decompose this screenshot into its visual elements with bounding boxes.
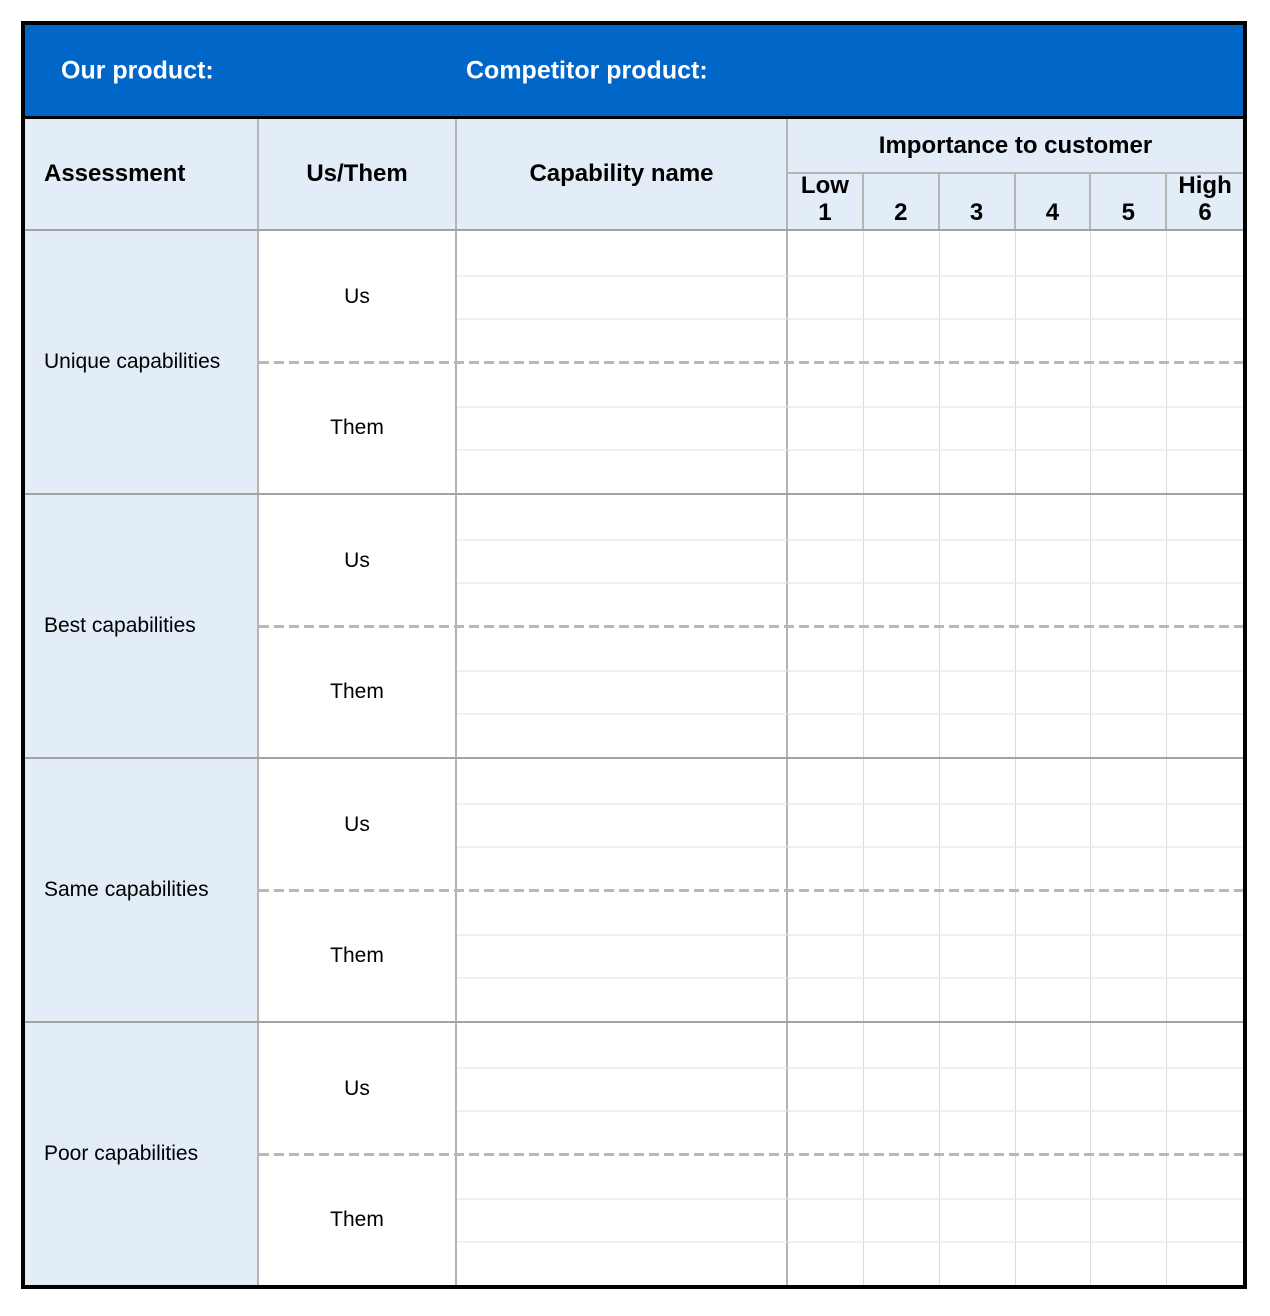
importance-rating-cell[interactable] bbox=[788, 1154, 864, 1198]
scale-word: Low bbox=[800, 172, 849, 199]
capability-name-cell[interactable] bbox=[457, 713, 788, 757]
importance-rating-cell[interactable] bbox=[1091, 1023, 1167, 1067]
importance-rating-cell[interactable] bbox=[1091, 449, 1167, 493]
importance-rating-cell[interactable] bbox=[940, 495, 1016, 539]
importance-rating-cell[interactable] bbox=[940, 1241, 1016, 1285]
importance-rating-cell[interactable] bbox=[940, 1198, 1016, 1242]
importance-rating-cell[interactable] bbox=[940, 890, 1016, 934]
importance-rating-cell[interactable] bbox=[940, 1023, 1016, 1067]
importance-rating-cell[interactable] bbox=[864, 275, 940, 319]
importance-rating-cell[interactable] bbox=[788, 977, 864, 1021]
importance-rating-cell[interactable] bbox=[940, 759, 1016, 803]
capability-name-cell[interactable] bbox=[457, 890, 788, 934]
importance-rating-cell[interactable] bbox=[1167, 495, 1243, 539]
importance-rating-cell[interactable] bbox=[864, 670, 940, 714]
importance-rating-cell[interactable] bbox=[940, 231, 1016, 275]
them-group-label: Them bbox=[259, 1154, 457, 1285]
capability-name-cell[interactable] bbox=[457, 1110, 788, 1154]
importance-rating-cell[interactable] bbox=[864, 626, 940, 670]
scale-number: 6 bbox=[1198, 199, 1212, 226]
scale-header-6 bbox=[1167, 174, 1243, 229]
importance-rating-cell[interactable] bbox=[864, 1023, 940, 1067]
capability-name-cell[interactable] bbox=[457, 759, 788, 803]
competitive-analysis-table bbox=[21, 21, 1247, 1289]
importance-rating-cell[interactable] bbox=[1167, 231, 1243, 275]
importance-rating-cell[interactable] bbox=[940, 539, 1016, 583]
importance-rating-cell[interactable] bbox=[1091, 318, 1167, 362]
them-group-label: Them bbox=[259, 626, 457, 757]
section-best-capabilities bbox=[25, 493, 1243, 757]
scale-number: 4 bbox=[1045, 199, 1060, 226]
scale-word: High bbox=[1178, 172, 1232, 199]
importance-rating-cell[interactable] bbox=[1016, 713, 1092, 757]
capability-name-cell[interactable] bbox=[457, 977, 788, 1021]
importance-rating-cell[interactable] bbox=[864, 890, 940, 934]
importance-rating-cell[interactable] bbox=[1091, 890, 1167, 934]
importance-rating-cell[interactable] bbox=[1016, 362, 1092, 406]
importance-rating-cell[interactable] bbox=[1091, 1241, 1167, 1285]
importance-rating-cell[interactable] bbox=[1016, 1198, 1092, 1242]
importance-rating-cell[interactable] bbox=[788, 626, 864, 670]
importance-rating-cell[interactable] bbox=[1167, 713, 1243, 757]
importance-rating-cell[interactable] bbox=[1091, 539, 1167, 583]
importance-rating-cell[interactable] bbox=[1016, 1241, 1092, 1285]
importance-rating-cell[interactable] bbox=[1016, 275, 1092, 319]
scale-header-5 bbox=[1091, 174, 1167, 229]
importance-rating-cell[interactable] bbox=[788, 275, 864, 319]
importance-rating-cell[interactable] bbox=[1167, 362, 1243, 406]
importance-rating-cell[interactable] bbox=[864, 803, 940, 847]
importance-rating-cell[interactable] bbox=[1091, 977, 1167, 1021]
section-poor-capabilities bbox=[25, 1021, 1243, 1285]
importance-rating-cell[interactable] bbox=[940, 934, 1016, 978]
importance-rating-cell[interactable] bbox=[864, 846, 940, 890]
importance-rating-cell[interactable] bbox=[940, 1110, 1016, 1154]
importance-rating-cell[interactable] bbox=[1016, 1067, 1092, 1111]
importance-rating-cell[interactable] bbox=[1016, 1023, 1092, 1067]
assessment-label: Same capabilities bbox=[25, 759, 259, 1021]
importance-rating-cell[interactable] bbox=[788, 759, 864, 803]
us-group-label: Us bbox=[259, 495, 457, 626]
capability-name-cell[interactable] bbox=[457, 1154, 788, 1198]
importance-rating-cell[interactable] bbox=[1016, 406, 1092, 450]
importance-rating-cell[interactable] bbox=[788, 362, 864, 406]
importance-rating-cell[interactable] bbox=[1167, 759, 1243, 803]
importance-rating-cell[interactable] bbox=[788, 1110, 864, 1154]
capability-name-cell[interactable] bbox=[457, 231, 788, 275]
us-group-label: Us bbox=[259, 231, 457, 362]
scale-header-1 bbox=[788, 174, 864, 229]
scale-number: 5 bbox=[1121, 199, 1135, 226]
section-same-capabilities bbox=[25, 757, 1243, 1021]
importance-rating-cell[interactable] bbox=[1091, 1110, 1167, 1154]
importance-rating-cell[interactable] bbox=[1167, 1023, 1243, 1067]
importance-rating-cell[interactable] bbox=[788, 713, 864, 757]
capability-name-cell[interactable] bbox=[457, 318, 788, 362]
importance-rating-cell[interactable] bbox=[1091, 495, 1167, 539]
importance-rating-cell[interactable] bbox=[788, 539, 864, 583]
importance-rating-cell[interactable] bbox=[1016, 934, 1092, 978]
importance-rating-cell[interactable] bbox=[864, 759, 940, 803]
them-group-label: Them bbox=[259, 362, 457, 493]
scale-number: 2 bbox=[894, 199, 908, 226]
importance-rating-cell[interactable] bbox=[1167, 890, 1243, 934]
importance-rating-cell[interactable] bbox=[1016, 582, 1092, 626]
importance-rating-cell[interactable] bbox=[788, 582, 864, 626]
importance-rating-cell[interactable] bbox=[1016, 803, 1092, 847]
capability-name-cell[interactable] bbox=[457, 670, 788, 714]
importance-rating-cell[interactable] bbox=[1016, 977, 1092, 1021]
importance-rating-cell[interactable] bbox=[1091, 803, 1167, 847]
importance-rating-cell[interactable] bbox=[1091, 713, 1167, 757]
importance-rating-cell[interactable] bbox=[1016, 759, 1092, 803]
importance-rating-cell[interactable] bbox=[788, 803, 864, 847]
capability-name-cell[interactable] bbox=[457, 495, 788, 539]
product-title-bar bbox=[25, 25, 1243, 119]
importance-rating-cell[interactable] bbox=[1167, 626, 1243, 670]
importance-rating-cell[interactable] bbox=[1167, 318, 1243, 362]
us-group-label: Us bbox=[259, 1023, 457, 1154]
importance-rating-cell[interactable] bbox=[864, 1154, 940, 1198]
capability-name-cell[interactable] bbox=[457, 582, 788, 626]
importance-rating-cell[interactable] bbox=[1016, 846, 1092, 890]
scale-number: 1 bbox=[818, 199, 832, 226]
importance-rating-cell[interactable] bbox=[1167, 1110, 1243, 1154]
importance-rating-cell[interactable] bbox=[940, 977, 1016, 1021]
importance-rating-cell[interactable] bbox=[788, 934, 864, 978]
importance-rating-cell[interactable] bbox=[1167, 406, 1243, 450]
importance-rating-cell[interactable] bbox=[1167, 1067, 1243, 1111]
importance-rating-cell[interactable] bbox=[1091, 406, 1167, 450]
importance-rating-cell[interactable] bbox=[1167, 846, 1243, 890]
importance-rating-cell[interactable] bbox=[864, 362, 940, 406]
table-header-row bbox=[25, 119, 1243, 229]
importance-rating-cell[interactable] bbox=[1016, 318, 1092, 362]
importance-rating-cell[interactable] bbox=[940, 406, 1016, 450]
capability-name-cell[interactable] bbox=[457, 934, 788, 978]
importance-rating-cell[interactable] bbox=[940, 1067, 1016, 1111]
importance-rating-cell[interactable] bbox=[1016, 495, 1092, 539]
importance-to-customer-header: Importance to customer bbox=[788, 119, 1243, 174]
importance-rating-cell[interactable] bbox=[1167, 539, 1243, 583]
scale-number: 3 bbox=[969, 199, 984, 226]
capability-name-cell[interactable] bbox=[457, 1067, 788, 1111]
capability-name-cell[interactable] bbox=[457, 1023, 788, 1067]
importance-rating-cell[interactable] bbox=[1091, 275, 1167, 319]
them-group-label: Them bbox=[259, 890, 457, 1021]
importance-rating-cell[interactable] bbox=[788, 1023, 864, 1067]
section-unique-capabilities bbox=[25, 229, 1243, 493]
importance-rating-cell[interactable] bbox=[864, 1198, 940, 1242]
importance-rating-cell[interactable] bbox=[940, 362, 1016, 406]
importance-rating-cell[interactable] bbox=[864, 406, 940, 450]
capability-name-cell[interactable] bbox=[457, 449, 788, 493]
capability-name-cell[interactable] bbox=[457, 539, 788, 583]
importance-rating-cell[interactable] bbox=[864, 1110, 940, 1154]
scale-header-4 bbox=[1016, 174, 1092, 229]
capability-name-cell[interactable] bbox=[457, 626, 788, 670]
importance-rating-cell[interactable] bbox=[864, 539, 940, 583]
importance-rating-cell[interactable] bbox=[940, 582, 1016, 626]
capability-name-cell[interactable] bbox=[457, 803, 788, 847]
importance-rating-cell[interactable] bbox=[940, 449, 1016, 493]
importance-rating-cell[interactable] bbox=[864, 318, 940, 362]
importance-rating-cell[interactable] bbox=[788, 1198, 864, 1242]
importance-rating-cell[interactable] bbox=[788, 318, 864, 362]
importance-rating-cell[interactable] bbox=[940, 846, 1016, 890]
importance-rating-cell[interactable] bbox=[864, 1067, 940, 1111]
capability-name-cell[interactable] bbox=[457, 362, 788, 406]
importance-rating-cell[interactable] bbox=[788, 670, 864, 714]
importance-rating-cell[interactable] bbox=[864, 495, 940, 539]
importance-rating-cell[interactable] bbox=[1091, 934, 1167, 978]
importance-rating-cell[interactable] bbox=[1091, 846, 1167, 890]
assessment-label: Poor capabilities bbox=[25, 1023, 259, 1285]
scale-header-3 bbox=[940, 174, 1016, 229]
importance-rating-cell[interactable] bbox=[1167, 449, 1243, 493]
importance-rating-cell[interactable] bbox=[1091, 1154, 1167, 1198]
importance-rating-cell[interactable] bbox=[1016, 890, 1092, 934]
importance-rating-cell[interactable] bbox=[1167, 977, 1243, 1021]
importance-rating-cell[interactable] bbox=[1167, 275, 1243, 319]
importance-rating-cell[interactable] bbox=[940, 1154, 1016, 1198]
importance-rating-cell[interactable] bbox=[864, 582, 940, 626]
importance-rating-cell[interactable] bbox=[1091, 670, 1167, 714]
capability-name-column-header: Capability name bbox=[457, 119, 788, 229]
importance-rating-cell[interactable] bbox=[864, 231, 940, 275]
assessment-label: Unique capabilities bbox=[25, 231, 259, 493]
importance-rating-cell[interactable] bbox=[940, 626, 1016, 670]
importance-rating-cell[interactable] bbox=[1091, 231, 1167, 275]
importance-rating-cell[interactable] bbox=[1167, 803, 1243, 847]
importance-rating-cell[interactable] bbox=[1091, 626, 1167, 670]
importance-rating-cell[interactable] bbox=[864, 1241, 940, 1285]
importance-rating-cell[interactable] bbox=[1016, 626, 1092, 670]
importance-rating-cell[interactable] bbox=[1167, 1241, 1243, 1285]
our-product-label: Our product: bbox=[61, 56, 214, 84]
importance-rating-cell[interactable] bbox=[1167, 1154, 1243, 1198]
us-them-column-header: Us/Them bbox=[259, 119, 457, 229]
capability-name-cell[interactable] bbox=[457, 275, 788, 319]
importance-rating-cell[interactable] bbox=[864, 713, 940, 757]
capability-name-cell[interactable] bbox=[457, 846, 788, 890]
capability-name-cell[interactable] bbox=[457, 1241, 788, 1285]
assessment-column-header: Assessment bbox=[25, 119, 259, 229]
importance-rating-cell[interactable] bbox=[864, 449, 940, 493]
us-group-label: Us bbox=[259, 759, 457, 890]
scale-header-2 bbox=[864, 174, 940, 229]
importance-rating-cell[interactable] bbox=[1091, 1198, 1167, 1242]
importance-rating-cell[interactable] bbox=[1016, 539, 1092, 583]
importance-rating-cell[interactable] bbox=[788, 1241, 864, 1285]
importance-rating-cell[interactable] bbox=[1091, 362, 1167, 406]
importance-rating-cell[interactable] bbox=[1016, 1110, 1092, 1154]
importance-rating-cell[interactable] bbox=[940, 713, 1016, 757]
importance-rating-cell[interactable] bbox=[788, 846, 864, 890]
importance-rating-cell[interactable] bbox=[940, 318, 1016, 362]
importance-rating-cell[interactable] bbox=[864, 934, 940, 978]
importance-rating-cell[interactable] bbox=[1091, 759, 1167, 803]
importance-rating-cell[interactable] bbox=[864, 977, 940, 1021]
importance-rating-cell[interactable] bbox=[940, 670, 1016, 714]
importance-rating-cell[interactable] bbox=[1016, 670, 1092, 714]
capability-name-cell[interactable] bbox=[457, 1198, 788, 1242]
importance-rating-cell[interactable] bbox=[788, 890, 864, 934]
importance-rating-cell[interactable] bbox=[1016, 449, 1092, 493]
assessment-label: Best capabilities bbox=[25, 495, 259, 757]
importance-rating-cell[interactable] bbox=[1016, 1154, 1092, 1198]
importance-rating-cell[interactable] bbox=[788, 1067, 864, 1111]
importance-rating-cell[interactable] bbox=[1167, 582, 1243, 626]
importance-rating-cell[interactable] bbox=[788, 449, 864, 493]
importance-rating-cell[interactable] bbox=[1016, 231, 1092, 275]
importance-rating-cell[interactable] bbox=[788, 495, 864, 539]
importance-rating-cell[interactable] bbox=[788, 231, 864, 275]
importance-rating-cell[interactable] bbox=[788, 406, 864, 450]
importance-rating-cell[interactable] bbox=[1091, 1067, 1167, 1111]
importance-rating-cell[interactable] bbox=[940, 275, 1016, 319]
competitor-product-label: Competitor product: bbox=[466, 56, 708, 84]
importance-rating-cell[interactable] bbox=[1167, 1198, 1243, 1242]
importance-rating-cell[interactable] bbox=[1167, 670, 1243, 714]
importance-rating-cell[interactable] bbox=[940, 803, 1016, 847]
importance-rating-cell[interactable] bbox=[1091, 582, 1167, 626]
capability-name-cell[interactable] bbox=[457, 406, 788, 450]
importance-rating-cell[interactable] bbox=[1167, 934, 1243, 978]
